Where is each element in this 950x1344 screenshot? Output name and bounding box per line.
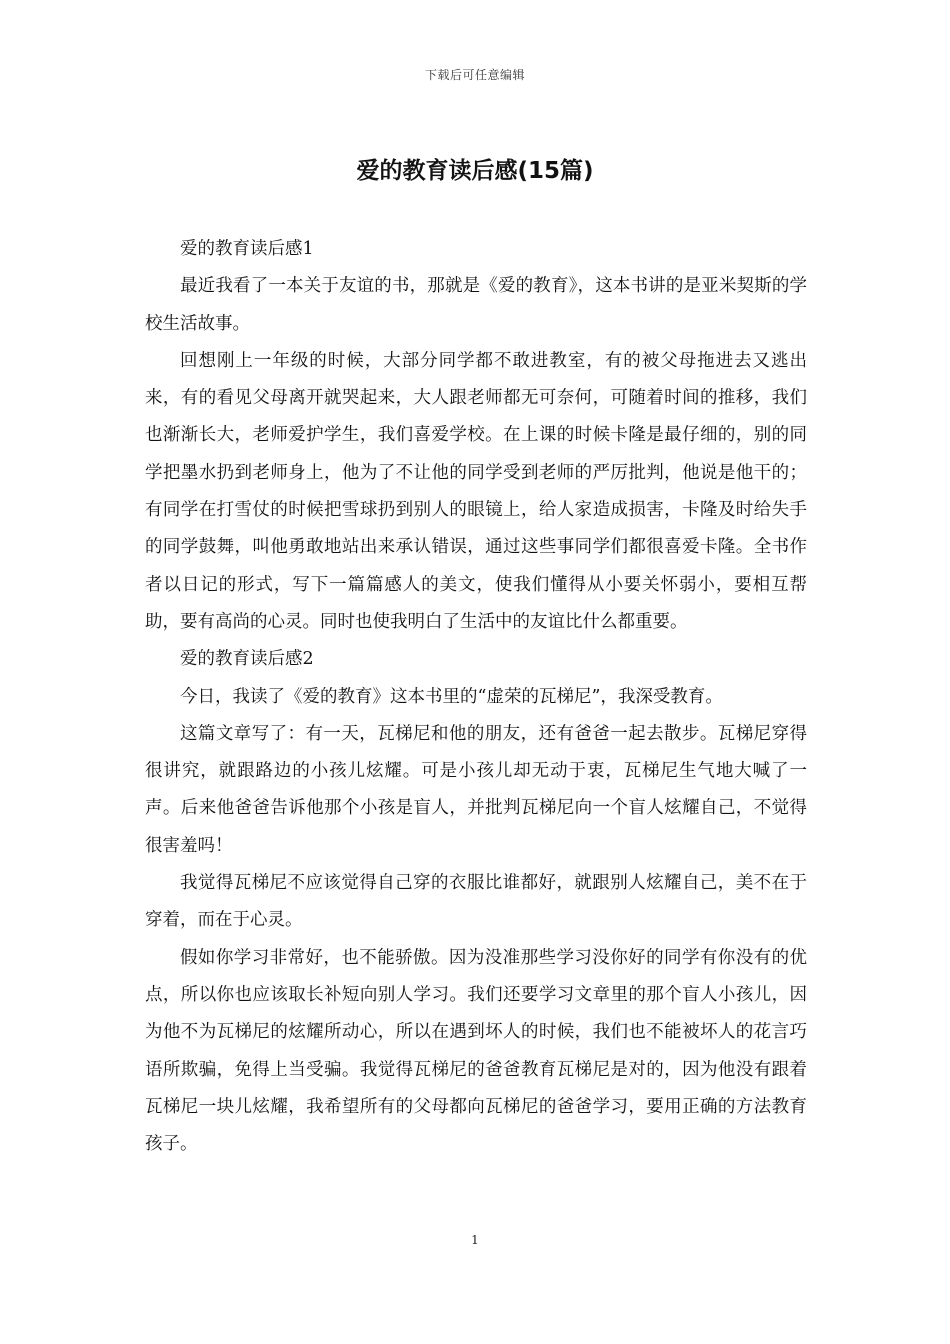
section-heading: 爱的教育读后感1 [180,239,314,259]
page-number: 1 [471,1233,479,1247]
section-heading: 爱的教育读后感2 [180,649,314,670]
paragraph: 回想刚上一年级的时候，大部分同学都不敢进教室，有的被父母拖进去又逃出来，有的看见父母离开就哭起来，大人跟老师都无可奈何，可随着时间的推移，我们也渐渐长大，老师爱护学生，我们喜爱学校。在上课的时候卡隆是最仔细的，别的同学把墨水扔到老师身上，他为了不让他的同学受到老师的严厉批判，他说是他干的；有同学在打雪仗的时候把雪球扔到别人的眼镜上，给人家造成损害，卡隆及时给失手的同学鼓舞，叫他勇敢地站出来承认错误，通过这些事同学们都很喜爱卡隆。全书作者以日记的形式，写下一篇篇感人的美文，使我们懂得从小要关怀弱小，要相互帮助，要有高尚的心灵。同时也使我明白了生活中的友谊比什么都重要。 [145,350,807,632]
document-title: 爱的教育读后感(15篇) [356,158,594,184]
paragraph: 这篇文章写了：有一天，瓦梯尼和他的朋友，还有爸爸一起去散步。瓦梯尼穿得很讲究，就跟路边的小孩儿炫耀。可是小孩儿却无动于衷，瓦梯尼生气地大喊了一声。后来他爸爸告诉他那个小孩是盲人，并批判瓦梯尼向一个盲人炫耀自己，不觉得很害羞吗！ [145,723,807,856]
paragraph: 最近我看了一本关于友谊的书，那就是《爱的教育》，这本书讲的是亚米契斯的学校生活故事。 [145,276,807,334]
paragraph: 今日，我读了《爱的教育》这本书里的“虚荣的瓦梯尼”，我深受教育。 [180,686,723,707]
paragraph: 我觉得瓦梯尼不应该觉得自己穿的衣服比谁都好，就跟别人炫耀自己，美不在于穿着，而在于心灵。 [145,873,807,931]
header-note: 下载后可任意编辑 [424,68,525,82]
document-body [145,231,807,1163]
paragraph: 假如你学习非常好，也不能骄傲。因为没准那些学习没你好的同学有你没有的优点，所以你也应该取长补短向别人学习。我们还要学习文章里的那个盲人小孩儿，因为他不为瓦梯尼的炫耀所动心，所以在遇到坏人的时候，我们也不能被坏人的花言巧语所欺骗，免得上当受骗。我觉得瓦梯尼的爸爸教育瓦梯尼是对的，因为他没有跟着瓦梯尼一块儿炫耀，我希望所有的父母都向瓦梯尼的爸爸学习，要用正确的方法教育孩子。 [145,947,807,1155]
